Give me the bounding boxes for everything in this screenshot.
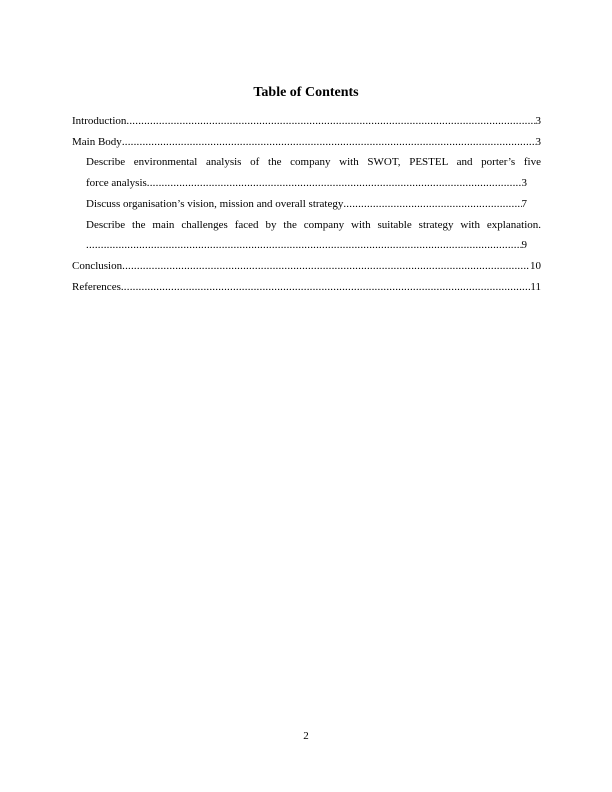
toc-entry-label: Main Body bbox=[72, 136, 122, 148]
toc-page-number: 11 bbox=[530, 281, 541, 293]
toc-entry-introduction[interactable] bbox=[72, 114, 541, 128]
toc-leader-dots bbox=[122, 259, 530, 273]
toc-entry-label: force analysis bbox=[86, 177, 147, 189]
toc-leader-dots bbox=[126, 114, 535, 128]
toc-entry-vision[interactable] bbox=[86, 197, 527, 211]
toc-page-number: 10 bbox=[530, 260, 541, 272]
toc-page-number: 9 bbox=[521, 239, 527, 251]
toc-entry-challenges-line1[interactable]: Describe the main challenges faced by the company with suitable strategy with explanation. bbox=[86, 219, 541, 231]
toc-entry-label: Conclusion bbox=[72, 260, 123, 272]
toc-leader-dots bbox=[343, 197, 521, 211]
toc-entry-label: References bbox=[72, 281, 121, 293]
toc-entry-conclusion[interactable] bbox=[72, 259, 541, 273]
toc-entry-challenges[interactable] bbox=[86, 238, 527, 252]
page-number: 2 bbox=[303, 730, 309, 742]
toc-page-number: 7 bbox=[521, 198, 527, 210]
toc-entry-references[interactable] bbox=[72, 280, 541, 294]
toc-entry-main-body[interactable] bbox=[72, 135, 541, 149]
toc-page-number: 3 bbox=[521, 177, 527, 189]
toc-entry-label: Discuss organisation’s vision, mission and overall strategy bbox=[86, 198, 344, 210]
toc-page-number: 3 bbox=[535, 115, 541, 127]
toc-leader-dots bbox=[86, 238, 522, 252]
toc-entry-env-analysis-line1[interactable]: Describe environmental analysis of the company with SWOT, PESTEL and porter’s five bbox=[86, 156, 541, 168]
toc-title: Table of Contents bbox=[253, 85, 359, 100]
toc-leader-dots bbox=[121, 280, 531, 294]
toc-entry-env-analysis[interactable] bbox=[86, 176, 527, 190]
toc-leader-dots bbox=[122, 135, 536, 149]
toc-page-number: 3 bbox=[535, 136, 541, 148]
toc-entry-label: Introduction bbox=[72, 115, 127, 127]
toc-leader-dots bbox=[147, 176, 522, 190]
